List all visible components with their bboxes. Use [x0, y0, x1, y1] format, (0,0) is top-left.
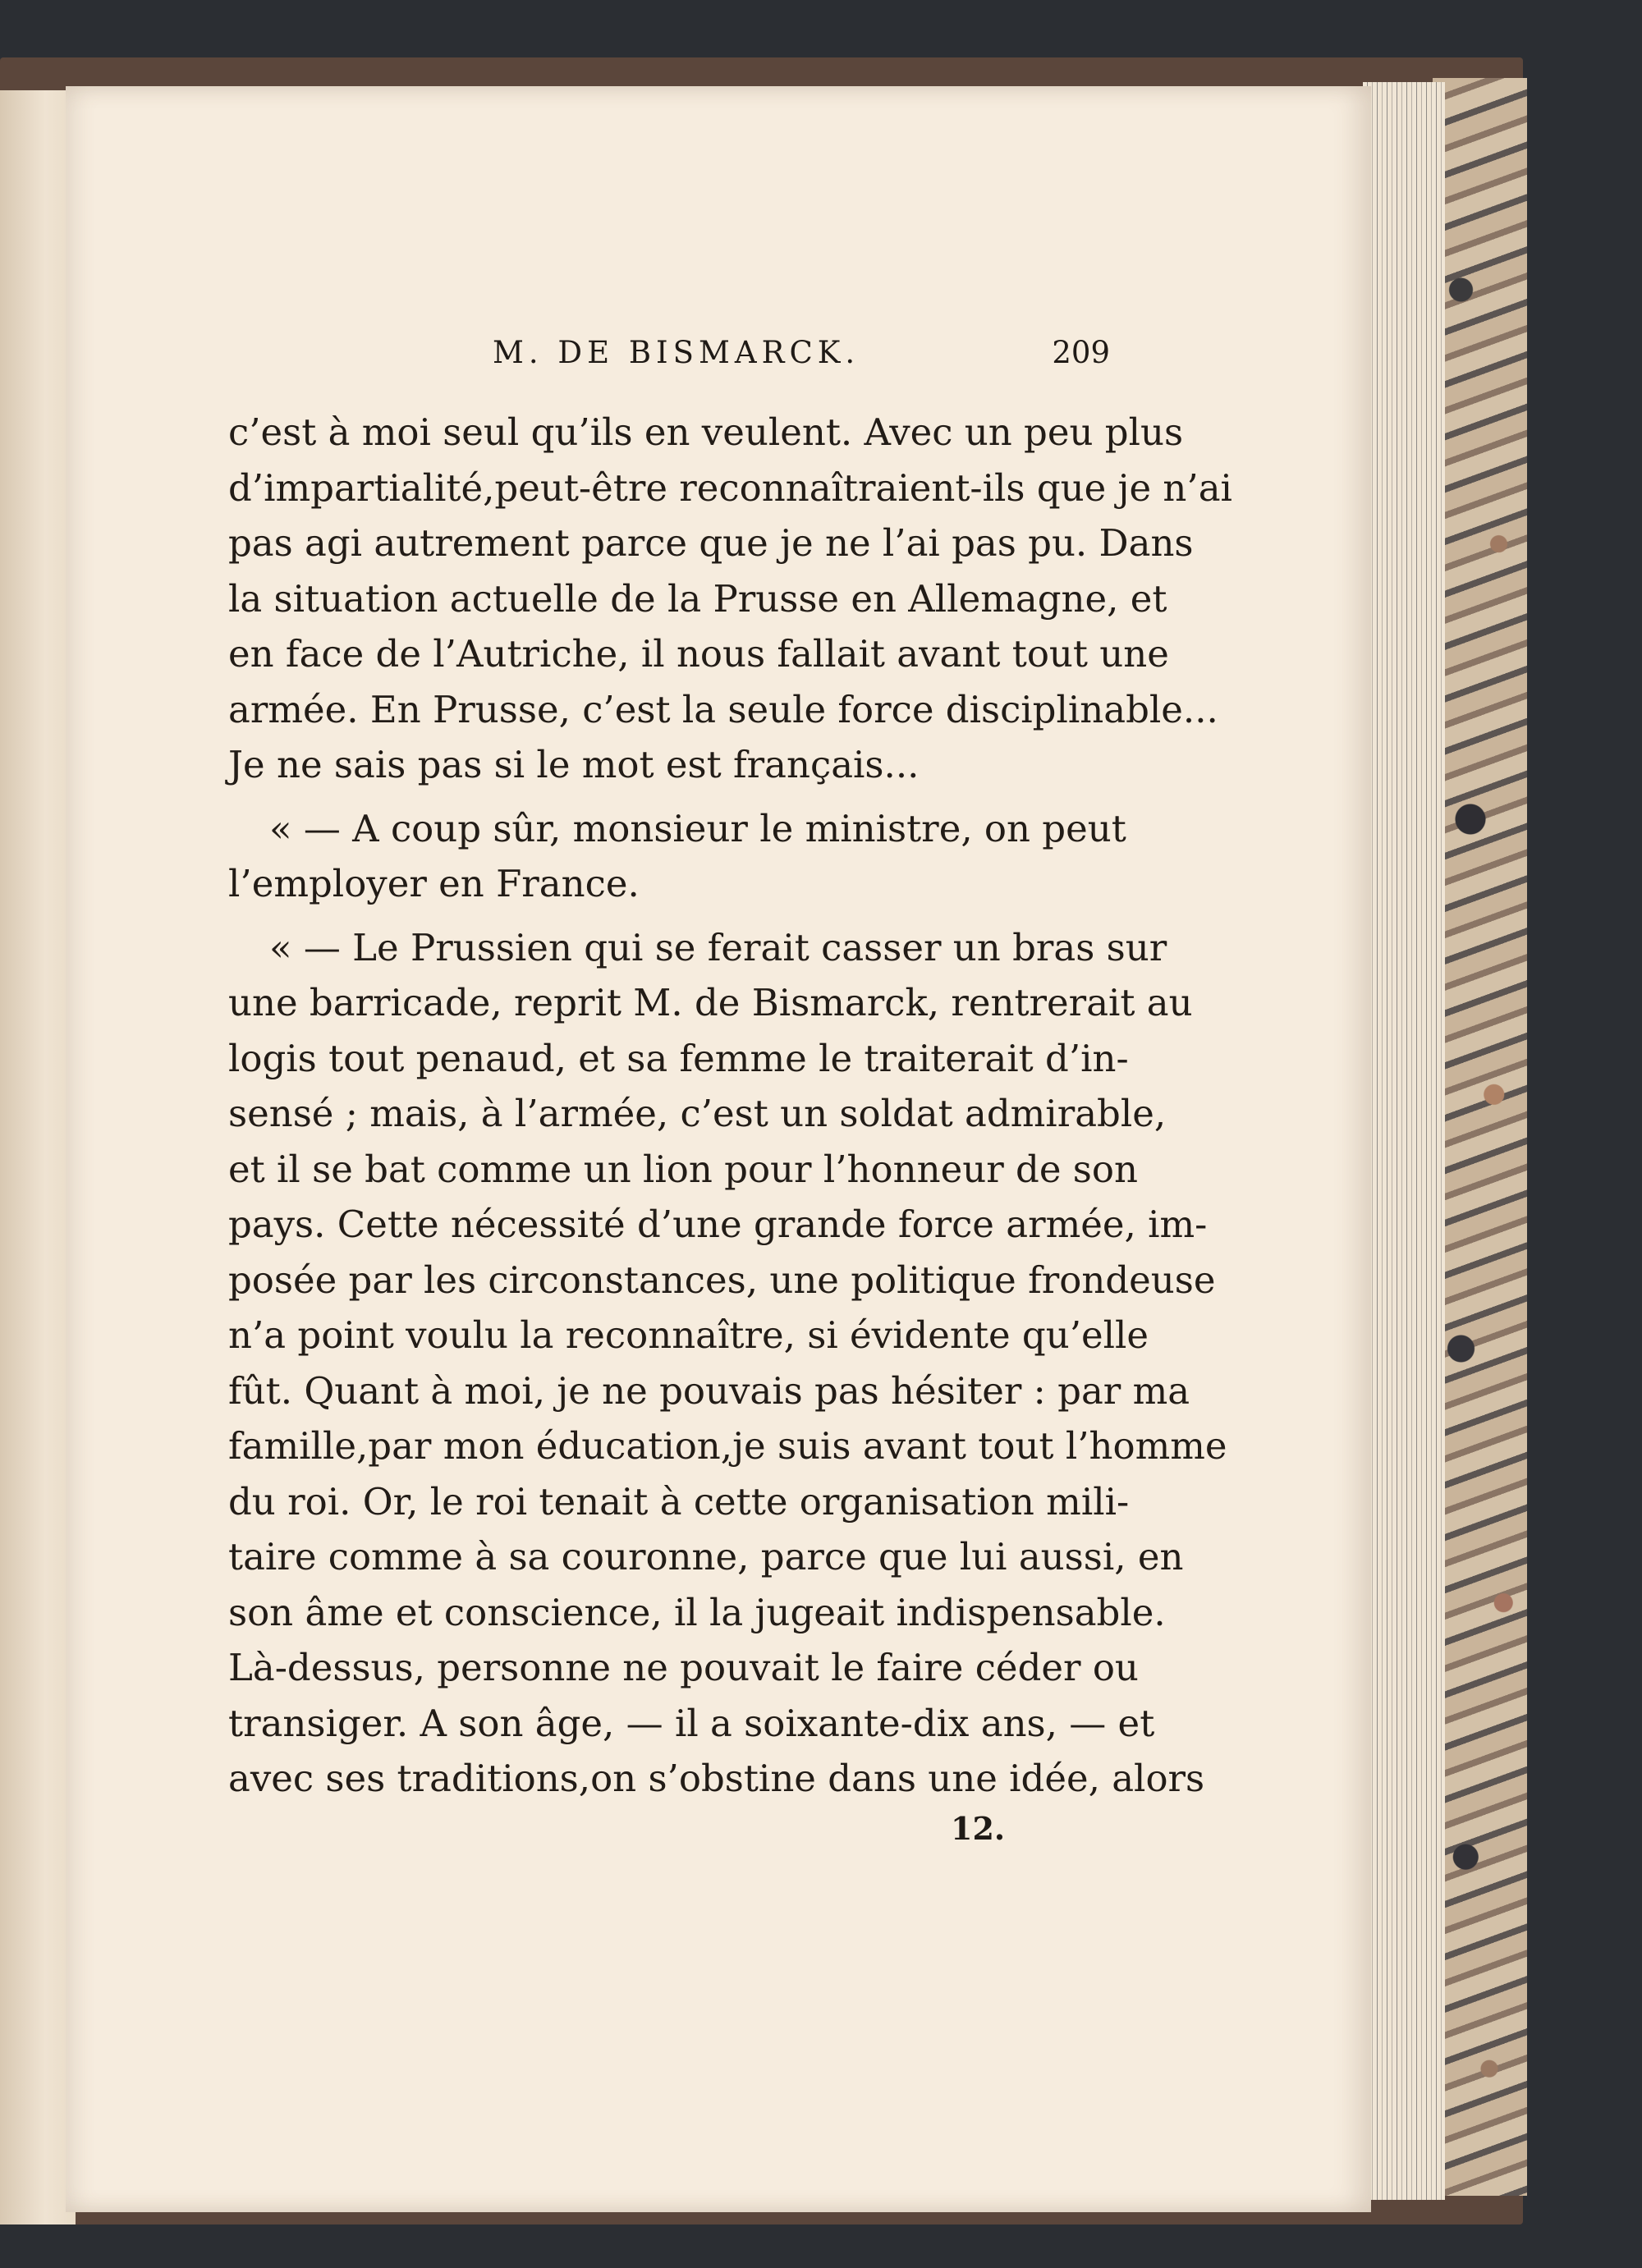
text-line: et il se bat comme un lion pour l’honneur de son — [228, 1147, 1138, 1191]
text-line: du roi. Or, le roi tenait à cette organisation mili- — [228, 1479, 1130, 1523]
text-line: armée. En Prusse, c’est la seule force disciplinable... — [228, 687, 1218, 731]
paragraph-gap — [228, 912, 1115, 920]
running-head — [230, 335, 1110, 384]
marbled-edge — [1433, 78, 1527, 2196]
text-line: pays. Cette nécessité d’une grande force armée, im- — [228, 1203, 1208, 1246]
running-head-title: M. DE BISMARCK. — [493, 335, 860, 370]
text-line: l’employer en France. — [228, 862, 640, 905]
text-line: la situation actuelle de la Prusse en Allemagne, et — [228, 576, 1167, 621]
text-line: Je ne sais pas si le mot est français... — [228, 743, 920, 786]
signature-mark: 12. — [951, 1810, 1006, 1847]
text-line: son âme et conscience, il la jugeait indispensable. — [228, 1590, 1166, 1634]
paragraph-gap — [228, 793, 1115, 801]
text-line: n’a point voulu la reconnaître, si évidente qu’elle — [228, 1313, 1149, 1357]
text-line: sensé ; mais, à l’armée, c’est un soldat admirable, — [228, 1092, 1167, 1135]
text-line: une barricade, reprit M. de Bismarck, rentrerait au — [228, 981, 1193, 1024]
text-line: transiger. A son âge, — il a soixante-dix ans, — et — [228, 1701, 1155, 1745]
previous-page-edge — [0, 90, 76, 2224]
text-line: c’est à moi seul qu’ils en veulent. Avec un peu plus — [228, 410, 1184, 454]
text-line: posée par les circonstances, une politique frondeuse — [228, 1258, 1216, 1302]
page-stack-edge — [1363, 82, 1445, 2200]
text-line: Là-dessus, personne ne pouvait le faire céder ou — [228, 1646, 1139, 1689]
text-line: taire comme à sa couronne, parce que lui aussi, en — [228, 1535, 1184, 1578]
text-line: pas agi autrement parce que je ne l’ai pas pu. Dans — [228, 521, 1194, 565]
text-line: en face de l’Autriche, il nous fallait avant tout une — [228, 632, 1169, 676]
text-line: avec ses traditions,on s’obstine dans une idée, alors — [228, 1757, 1205, 1800]
text-line: d’impartialité,peut-être reconnaîtraient-ils que je n’ai — [228, 465, 1232, 510]
text-line: fût. Quant à moi, je ne pouvais pas hésiter : par ma — [228, 1368, 1190, 1413]
text-line: famille,par mon éducation,je suis avant tout l’homme — [228, 1424, 1227, 1468]
text-line: « — A coup sûr, monsieur le ministre, on peut — [269, 806, 1126, 850]
text-line: « — Le Prussien qui se ferait casser un bras sur — [269, 925, 1167, 969]
page-number: 209 — [1052, 335, 1110, 370]
body-text — [228, 405, 1232, 1807]
text-line: logis tout penaud, et sa femme le traiterait d’in- — [228, 1036, 1129, 1080]
